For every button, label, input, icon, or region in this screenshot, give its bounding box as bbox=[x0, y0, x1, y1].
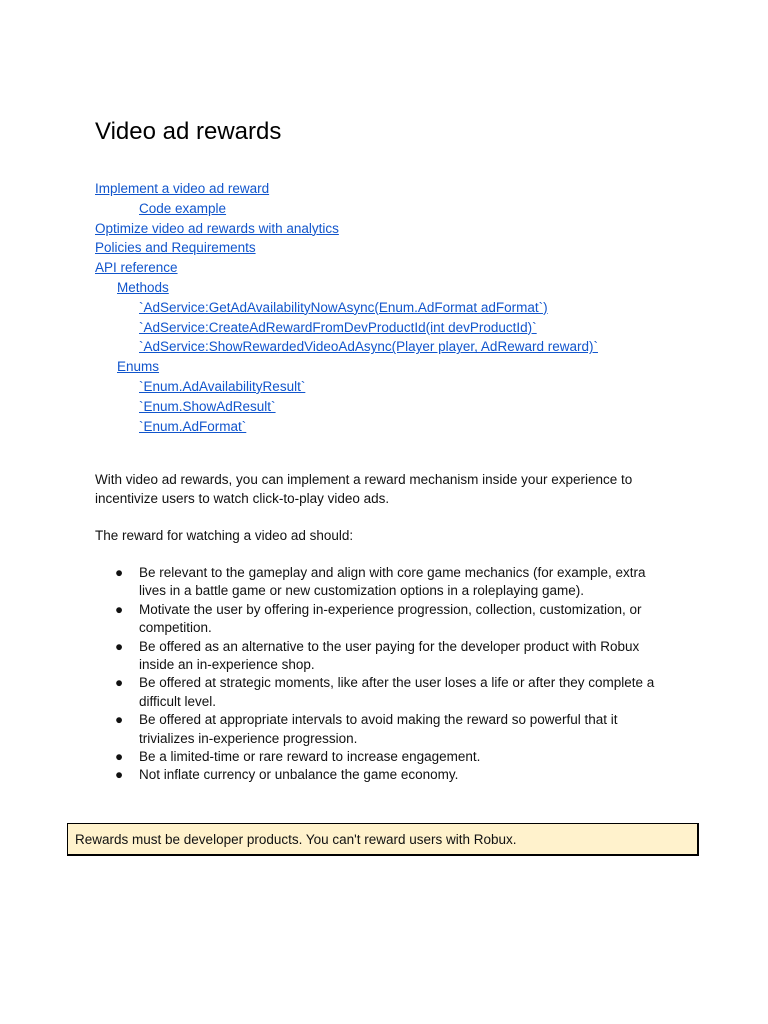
bullet-icon: ● bbox=[115, 675, 124, 691]
intro-paragraph: With video ad rewards, you can implement a reward mechanism inside your experience to incentivize users to watch click-to-play video ads. bbox=[95, 472, 633, 506]
bullet-icon: ● bbox=[115, 638, 124, 654]
toc-item bbox=[95, 417, 598, 437]
toc-link-optimize-analytics[interactable]: Optimize video ad rewards with analytics bbox=[95, 220, 339, 236]
toc-item bbox=[95, 179, 598, 199]
list-item bbox=[115, 674, 669, 711]
list-item bbox=[115, 564, 669, 601]
reward-guidelines-list bbox=[115, 564, 669, 785]
toc-item bbox=[95, 238, 598, 258]
list-item bbox=[115, 748, 669, 766]
lead-paragraph: The reward for watching a video ad should: bbox=[95, 528, 354, 543]
toc-link-enum-show-ad-result[interactable]: `Enum.ShowAdResult` bbox=[139, 398, 276, 414]
toc-item bbox=[95, 298, 598, 318]
list-item bbox=[115, 601, 669, 638]
bullet-icon: ● bbox=[115, 601, 124, 617]
toc-link-policies[interactable]: Policies and Requirements bbox=[95, 240, 256, 256]
bullet-icon: ● bbox=[115, 767, 124, 783]
list-item bbox=[115, 766, 669, 784]
list-item-text: Be offered as an alternative to the user paying for the developer product with Robux inside an in-experience shop. bbox=[139, 638, 640, 673]
list-item-text: Be a limited-time or rare reward to increase engagement. bbox=[139, 749, 481, 765]
toc-link-methods[interactable]: Methods bbox=[117, 279, 169, 295]
toc-link-api-reference[interactable]: API reference bbox=[95, 260, 178, 276]
bullet-icon: ● bbox=[115, 749, 124, 765]
toc-item bbox=[95, 337, 598, 357]
toc-item bbox=[95, 258, 598, 278]
toc-link-code-example[interactable]: Code example bbox=[139, 200, 227, 216]
list-item-text: Not inflate currency or unbalance the game economy. bbox=[139, 767, 459, 783]
bullet-icon: ● bbox=[115, 712, 124, 728]
toc-link-create-ad-reward[interactable]: `AdService:CreateAdRewardFromDevProductId(int devProductId)` bbox=[139, 319, 537, 335]
toc-link-show-rewarded-video[interactable]: `AdService:ShowRewardedVideoAdAsync(Player player, AdReward reward)` bbox=[139, 339, 598, 355]
toc-link-enums[interactable]: Enums bbox=[117, 359, 160, 375]
toc-item bbox=[95, 278, 598, 298]
list-item bbox=[115, 711, 669, 748]
toc-link-enum-ad-availability-result[interactable]: `Enum.AdAvailabilityResult` bbox=[139, 378, 306, 394]
toc-item bbox=[95, 199, 598, 219]
toc-link-implement-reward[interactable]: Implement a video ad reward bbox=[95, 181, 270, 196]
bullet-icon: ● bbox=[115, 565, 124, 580]
list-item-text: Be offered at appropriate intervals to avoid making the reward so powerful that it trivializes in-experience progression. bbox=[139, 712, 618, 746]
list-item bbox=[115, 638, 669, 675]
toc-link-enum-ad-format[interactable]: `Enum.AdFormat` bbox=[139, 418, 247, 434]
toc-item bbox=[95, 318, 598, 338]
toc-item bbox=[95, 397, 598, 417]
table-of-contents bbox=[95, 179, 598, 436]
list-item-text: Motivate the user by offering in-experience progression, collection, customization, or competition. bbox=[139, 601, 642, 636]
toc-item bbox=[95, 219, 598, 239]
toc-item bbox=[95, 357, 598, 377]
callout-text: Rewards must be developer products. You can't reward users with Robux. bbox=[75, 832, 517, 847]
toc-item bbox=[95, 377, 598, 397]
list-item-text: Be relevant to the gameplay and align with core game mechanics (for example, extra lives in a battle game or new customization options in a roleplaying game). bbox=[139, 565, 646, 599]
page-title: Video ad rewards bbox=[95, 118, 282, 145]
toc-link-get-ad-availability[interactable]: `AdService:GetAdAvailabilityNowAsync(Enum.AdFormat adFormat`) bbox=[139, 299, 548, 315]
callout-note bbox=[67, 823, 699, 856]
list-item-text: Be offered at strategic moments, like after the user loses a life or after they complete a difficult level. bbox=[139, 675, 655, 709]
